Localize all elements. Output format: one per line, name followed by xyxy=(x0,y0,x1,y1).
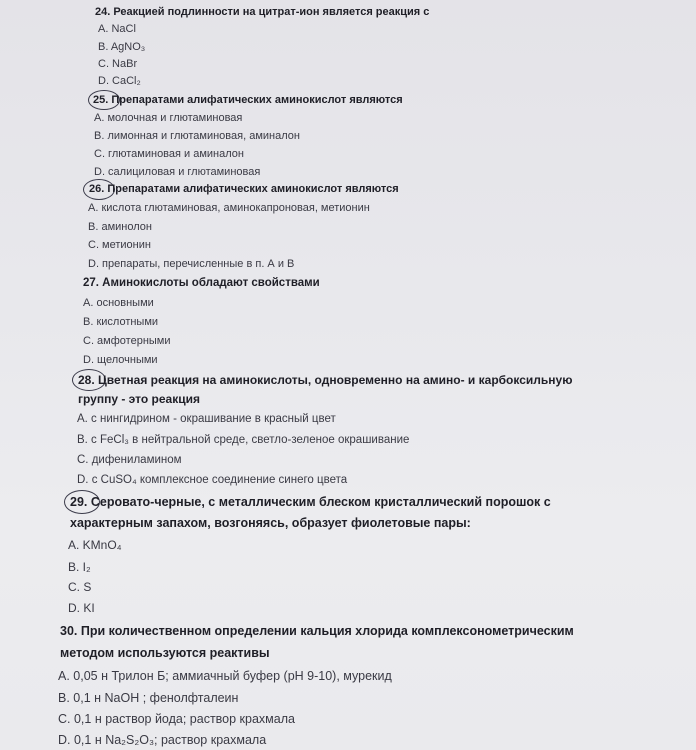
question-30-option-d: D. 0,1 н Na₂S₂O₃; раствор крахмала xyxy=(58,733,267,747)
question-28-option-b: B. с FeCl₃ в нейтральной среде, светло-зеленое окрашивание xyxy=(77,434,410,446)
question-26-option-c: C. метионин xyxy=(88,239,151,251)
question-30-title: 30. При количественном определении кальция хлорида комплексонометрическим xyxy=(60,624,574,638)
question-29-title-line2: характерным запахом, возгоняясь, образует фиолетовые пары: xyxy=(70,516,471,530)
question-28-option-c: C. дифениламином xyxy=(77,454,182,466)
question-24-option-a: A. NaCl xyxy=(98,23,136,35)
question-24-option-d: D. CaCl₂ xyxy=(98,75,141,87)
question-26-option-d: D. препараты, перечисленные в п. А и В xyxy=(88,258,295,270)
question-29-option-b: B. I₂ xyxy=(68,560,91,574)
question-30-option-a: A. 0,05 н Трилон Б; аммиачный буфер (рН 9-10), мурекид xyxy=(58,669,392,683)
question-24-option-b: B. AgNO₃ xyxy=(98,41,146,53)
question-27-title: 27. Аминокислоты обладают свойствами xyxy=(83,277,320,289)
question-26-option-a: A. кислота глютаминовая, аминокапроновая, метионин xyxy=(88,202,370,214)
question-27-option-d: D. щелочными xyxy=(83,354,158,366)
question-26-title: 26. Препаратами алифатических аминокислот являются xyxy=(89,183,399,195)
question-29-option-c: C. S xyxy=(68,580,92,594)
question-28-option-a: A. с нингидрином - окрашивание в красный цвет xyxy=(77,413,336,425)
question-28-option-d: D. с CuSO₄ комплексное соединение синего цвета xyxy=(77,474,348,486)
question-26-option-b: B. аминолон xyxy=(88,221,152,233)
question-24-option-c: C. NaBr xyxy=(98,58,138,70)
question-25-option-b: B. лимонная и глютаминовая, аминалон xyxy=(94,130,300,142)
question-29-option-d: D. KI xyxy=(68,601,95,615)
question-29-option-a: A. KMnO₄ xyxy=(68,538,122,552)
question-25-option-a: A. молочная и глютаминовая xyxy=(94,112,243,124)
question-28-title-line2: группу - это реакция xyxy=(78,392,200,406)
question-25-option-c: C. глютаминовая и аминалон xyxy=(94,148,244,160)
question-29-title: 29. Серовато-черные, с металлическим блеском кристаллический порошок с xyxy=(70,495,551,509)
question-27-option-a: A. основными xyxy=(83,297,154,309)
question-30-option-c: C. 0,1 н раствор йода; раствор крахмала xyxy=(58,712,295,726)
question-25-option-d: D. салициловая и глютаминовая xyxy=(94,166,261,178)
question-30-title-line2: методом используются реактивы xyxy=(60,646,270,660)
question-27-option-c: C. амфотерными xyxy=(83,335,171,347)
question-28-title: 28. Цветная реакция на аминокислоты, одновременно на амино- и карбоксильную xyxy=(78,373,573,387)
question-27-option-b: B. кислотными xyxy=(83,316,159,328)
question-30-option-b: B. 0,1 н NaOH ; фенолфталеин xyxy=(58,691,239,705)
question-25-title: 25. Препаратами алифатических аминокислот являются xyxy=(93,94,403,106)
question-24-title: 24. Реакцией подлинности на цитрат-ион является реакция с xyxy=(95,6,430,18)
